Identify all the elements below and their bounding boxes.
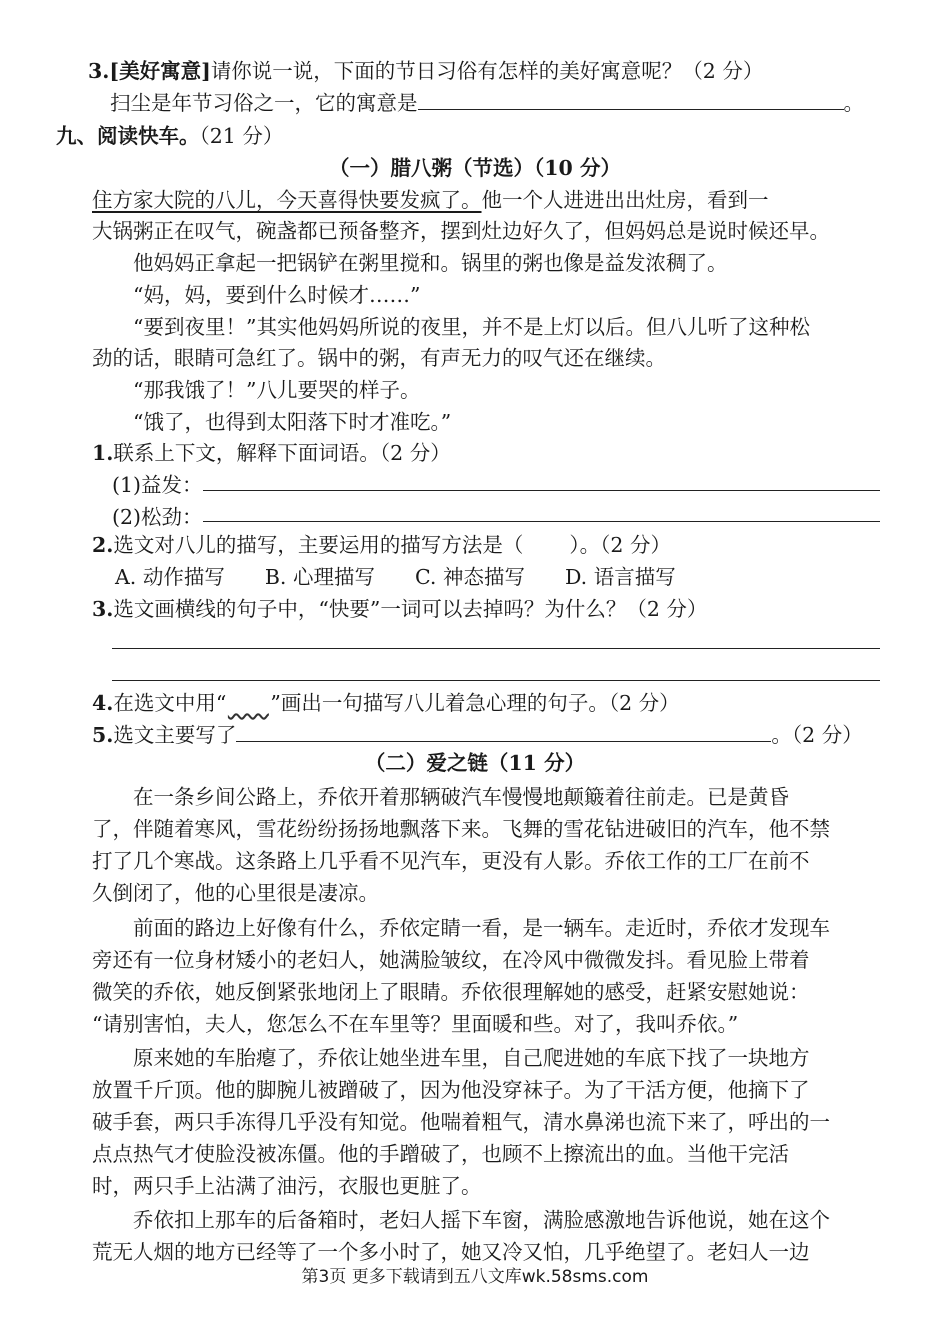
p1-q1-b: (2)松劲： <box>112 505 203 529</box>
q8-3-text: 请你说一说，下面的节日习俗有怎样的美好寓意呢？（2 分） <box>210 59 764 83</box>
passage2-line: 点点热气才使脸没被冻僵。他的手蹭破了，也顾不上擦流出的血。当他干完活 <box>92 1142 789 1166</box>
p1-q2-option-c[interactable]: C. 神态描写 <box>414 565 525 589</box>
section9-title: 九、阅读快车。 <box>56 124 200 148</box>
passage1-p1-line2: 大锅粥正在叹气，碗盏都已预备整齐，摆到灶边好久了，但妈妈总是说时候还早。 <box>92 219 830 243</box>
passage2-line: 旁还有一位身材矮小的老妇人，她满脸皱纹，在冷风中微微发抖。看见脸上带着 <box>92 948 810 972</box>
p1-q2-text-a: 选文对八儿的描写，主要运用的描写方法是（ <box>113 533 524 557</box>
p1-q2-option-d[interactable]: D. 语言描写 <box>564 565 676 589</box>
q8-3-answer-blank[interactable] <box>418 108 844 110</box>
p1-q4-number: 4. <box>92 691 114 715</box>
p1-q3-answer-line-1[interactable] <box>112 648 880 649</box>
passage2-line: 时，两只手上沾满了油污，衣服也更脏了。 <box>92 1174 482 1198</box>
p1-q2-text-b: ）。（2 分） <box>569 533 671 557</box>
p1-q5-text: 选文主要写了 <box>113 723 237 747</box>
passage2-line: “请别害怕，夫人，您怎么不在车里等？里面暖和些。对了，我叫乔依。” <box>92 1012 739 1036</box>
passage1-p4-line2: 劲的话，眼睛可急红了。锅中的粥，有声无力的叹气还在继续。 <box>92 346 666 370</box>
p1-q2-number: 2. <box>92 533 114 557</box>
q8-3-answer-end: 。 <box>843 91 864 115</box>
p1-q4 <box>92 688 680 718</box>
passage1-p5: “那我饿了！”八儿要哭的样子。 <box>133 378 421 402</box>
passage1-underlined-sentence: 住方家大院的八儿，今天喜得快要发疯了。 <box>92 188 482 212</box>
p1-q3-answer-line-2[interactable] <box>112 680 880 681</box>
passage2-line: 前面的路边上好像有什么，乔依定睛一看，是一辆车。走近时，乔依才发现车 <box>133 916 830 940</box>
p1-q3-number: 3. <box>92 597 114 621</box>
passage2-line: 打了几个寒战。这条路上几乎看不见汽车，更没有人影。乔依工作的工厂在前不 <box>92 849 810 873</box>
passage1-p2: 他妈妈正拿起一把锅铲在粥里搅和。锅里的粥也像是益发浓稠了。 <box>133 251 728 275</box>
p1-q3-text: 选文画横线的句子中，“快要”一词可以去掉吗？为什么？（2 分） <box>113 597 708 621</box>
passage1-p6: “饿了，也得到太阳落下时才准吃。” <box>133 410 452 434</box>
passage1-title: （一）腊八粥（节选）（10 分） <box>329 156 621 180</box>
p1-q2-options <box>115 562 676 592</box>
section9-score: （21 分） <box>199 124 284 148</box>
passage2-line: 放置千斤顶。他的脚腕儿被蹭破了，因为他没穿袜子。为了干活方便，他摘下了 <box>92 1078 810 1102</box>
p1-q4-text-b: ”画出一句描写八儿着急心理的句子。（2 分） <box>270 691 680 715</box>
p1-q3 <box>92 594 707 624</box>
q8-3-tag: [美好寓意] <box>109 59 211 83</box>
passage2-line: 久倒闭了，他的心里很是凄凉。 <box>92 881 379 905</box>
q8-3-question <box>88 56 763 86</box>
p1-q5-answer-blank[interactable] <box>236 740 771 742</box>
passage2-line: 原来她的车胎瘪了，乔依让她坐进车里，自己爬进她的车底下找了一块地方 <box>133 1046 810 1070</box>
p1-q4-wavy-mark <box>226 688 270 718</box>
passage1-p1-line1 <box>92 185 769 215</box>
p1-q1-a-answer-line[interactable] <box>203 490 880 491</box>
q8-3-answer-line <box>110 88 864 118</box>
passage2-line: 了，伴随着寒风，雪花纷纷扬扬地飘落下来。飞舞的雪花钻进破旧的汽车，他不禁 <box>92 817 830 841</box>
p1-q1 <box>92 438 451 468</box>
p1-q5-score: 。（2 分） <box>771 723 863 747</box>
p1-q2-option-a[interactable]: A. 动作描写 <box>115 565 225 589</box>
section9-heading <box>56 121 283 151</box>
passage1-p1-rest: 他一个人进进出出灶房，看到一 <box>481 188 769 212</box>
q8-3-answer-prefix: 扫尘是年节习俗之一，它的寓意是 <box>110 91 418 115</box>
passage1-p3: “妈，妈，要到什么时候才……” <box>133 283 421 307</box>
p1-q5-number: 5. <box>92 723 114 747</box>
passage2-line: 在一条乡间公路上，乔依开着那辆破汽车慢慢地颠簸着往前走。已是黄昏 <box>133 785 789 809</box>
passage2-line: 荒无人烟的地方已经等了一个多小时了，她又冷又怕，几乎绝望了。老妇人一边 <box>92 1240 810 1264</box>
passage2-line: 乔依扣上那车的后备箱时，老妇人摇下车窗，满脸感激地告诉他说，她在这个 <box>133 1208 830 1232</box>
p1-q2-option-b[interactable]: B. 心理描写 <box>264 565 375 589</box>
p1-q1-text: 联系上下文，解释下面词语。（2 分） <box>113 441 451 465</box>
passage2-title: （二）爱之链（11 分） <box>364 751 586 775</box>
p1-q4-text-a: 在选文中用“ <box>113 691 227 715</box>
page-footer: 第3页 更多下载请到五八文库wk.58sms.com <box>301 1267 649 1287</box>
passage2-line: 微笑的乔依，她反倒紧张地闭上了眼睛。乔依很理解她的感受，赶紧安慰她说： <box>92 980 810 1004</box>
passage2-line: 破手套，两只手冻得几乎没有知觉。他喘着粗气，清水鼻涕也流下来了，呼出的一 <box>92 1110 830 1134</box>
p1-q1-a: (1)益发： <box>112 473 203 497</box>
p1-q2 <box>92 530 671 560</box>
q8-3-number: 3. <box>88 59 110 83</box>
p1-q5 <box>92 720 863 750</box>
p1-q1-number: 1. <box>92 441 114 465</box>
p1-q1-b-answer-line[interactable] <box>203 521 880 522</box>
passage1-p4-line1: “要到夜里！”其实他妈妈所说的夜里，并不是上灯以后。但八儿听了这种松 <box>133 315 810 339</box>
